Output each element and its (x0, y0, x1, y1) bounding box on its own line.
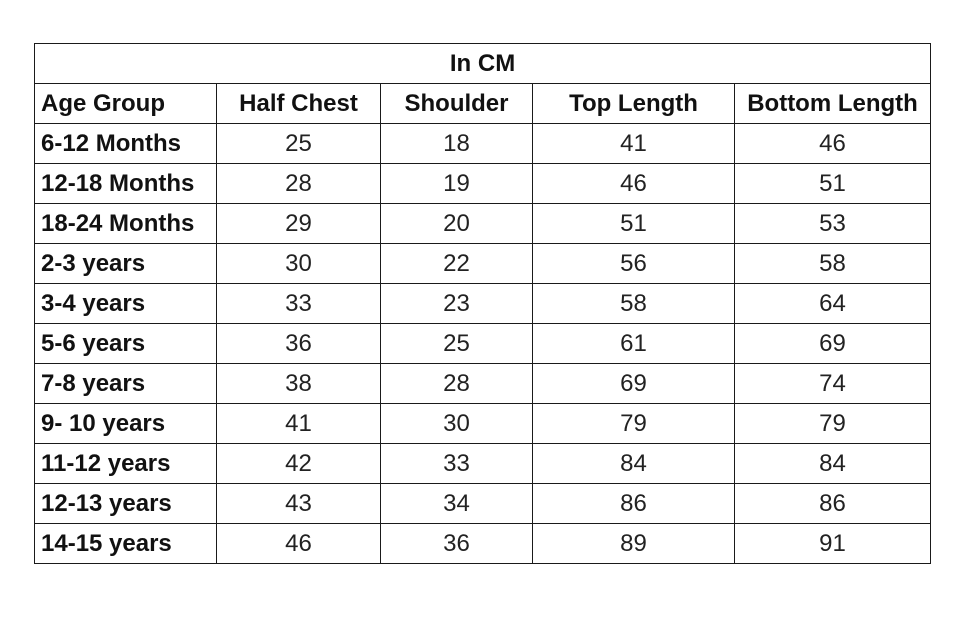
cell-half-chest: 38 (217, 364, 381, 404)
column-header-shoulder: Shoulder (381, 84, 533, 124)
cell-shoulder: 36 (381, 524, 533, 564)
cell-age-group: 5-6 years (35, 324, 217, 364)
cell-top-length: 86 (533, 484, 735, 524)
table-row (35, 124, 931, 164)
table-row (35, 404, 931, 444)
cell-shoulder: 28 (381, 364, 533, 404)
cell-half-chest: 28 (217, 164, 381, 204)
cell-bottom-length: 51 (735, 164, 931, 204)
table-body (35, 124, 931, 564)
table-row (35, 524, 931, 564)
cell-top-length: 56 (533, 244, 735, 284)
cell-top-length: 84 (533, 444, 735, 484)
column-header-age-group: Age Group (35, 84, 217, 124)
cell-bottom-length: 79 (735, 404, 931, 444)
cell-half-chest: 30 (217, 244, 381, 284)
cell-bottom-length: 64 (735, 284, 931, 324)
cell-age-group: 18-24 Months (35, 204, 217, 244)
cell-bottom-length: 74 (735, 364, 931, 404)
cell-top-length: 61 (533, 324, 735, 364)
cell-bottom-length: 53 (735, 204, 931, 244)
cell-age-group: 12-18 Months (35, 164, 217, 204)
cell-shoulder: 30 (381, 404, 533, 444)
table-row (35, 444, 931, 484)
cell-shoulder: 34 (381, 484, 533, 524)
cell-top-length: 89 (533, 524, 735, 564)
cell-bottom-length: 86 (735, 484, 931, 524)
cell-shoulder: 23 (381, 284, 533, 324)
cell-shoulder: 18 (381, 124, 533, 164)
column-header-top-length: Top Length (533, 84, 735, 124)
cell-age-group: 7-8 years (35, 364, 217, 404)
cell-age-group: 14-15 years (35, 524, 217, 564)
cell-half-chest: 29 (217, 204, 381, 244)
cell-shoulder: 19 (381, 164, 533, 204)
cell-bottom-length: 91 (735, 524, 931, 564)
cell-age-group: 12-13 years (35, 484, 217, 524)
cell-age-group: 11-12 years (35, 444, 217, 484)
cell-bottom-length: 58 (735, 244, 931, 284)
cell-age-group: 9- 10 years (35, 404, 217, 444)
header-row (35, 84, 931, 124)
unit-row (35, 44, 931, 84)
unit-label: In CM (35, 44, 931, 84)
cell-half-chest: 36 (217, 324, 381, 364)
table-row (35, 324, 931, 364)
cell-half-chest: 42 (217, 444, 381, 484)
cell-half-chest: 25 (217, 124, 381, 164)
table-row (35, 244, 931, 284)
table-row (35, 284, 931, 324)
table-row (35, 164, 931, 204)
cell-top-length: 51 (533, 204, 735, 244)
cell-shoulder: 20 (381, 204, 533, 244)
cell-shoulder: 33 (381, 444, 533, 484)
column-header-bottom-length: Bottom Length (735, 84, 931, 124)
column-header-half-chest: Half Chest (217, 84, 381, 124)
table-row (35, 364, 931, 404)
cell-half-chest: 43 (217, 484, 381, 524)
cell-shoulder: 22 (381, 244, 533, 284)
cell-shoulder: 25 (381, 324, 533, 364)
cell-bottom-length: 69 (735, 324, 931, 364)
cell-top-length: 41 (533, 124, 735, 164)
cell-half-chest: 46 (217, 524, 381, 564)
cell-top-length: 58 (533, 284, 735, 324)
cell-age-group: 2-3 years (35, 244, 217, 284)
cell-half-chest: 33 (217, 284, 381, 324)
cell-age-group: 3-4 years (35, 284, 217, 324)
cell-top-length: 69 (533, 364, 735, 404)
cell-bottom-length: 84 (735, 444, 931, 484)
cell-half-chest: 41 (217, 404, 381, 444)
cell-top-length: 46 (533, 164, 735, 204)
table-row (35, 484, 931, 524)
cell-top-length: 79 (533, 404, 735, 444)
cell-bottom-length: 46 (735, 124, 931, 164)
table-row (35, 204, 931, 244)
size-chart-table (34, 43, 931, 564)
cell-age-group: 6-12 Months (35, 124, 217, 164)
